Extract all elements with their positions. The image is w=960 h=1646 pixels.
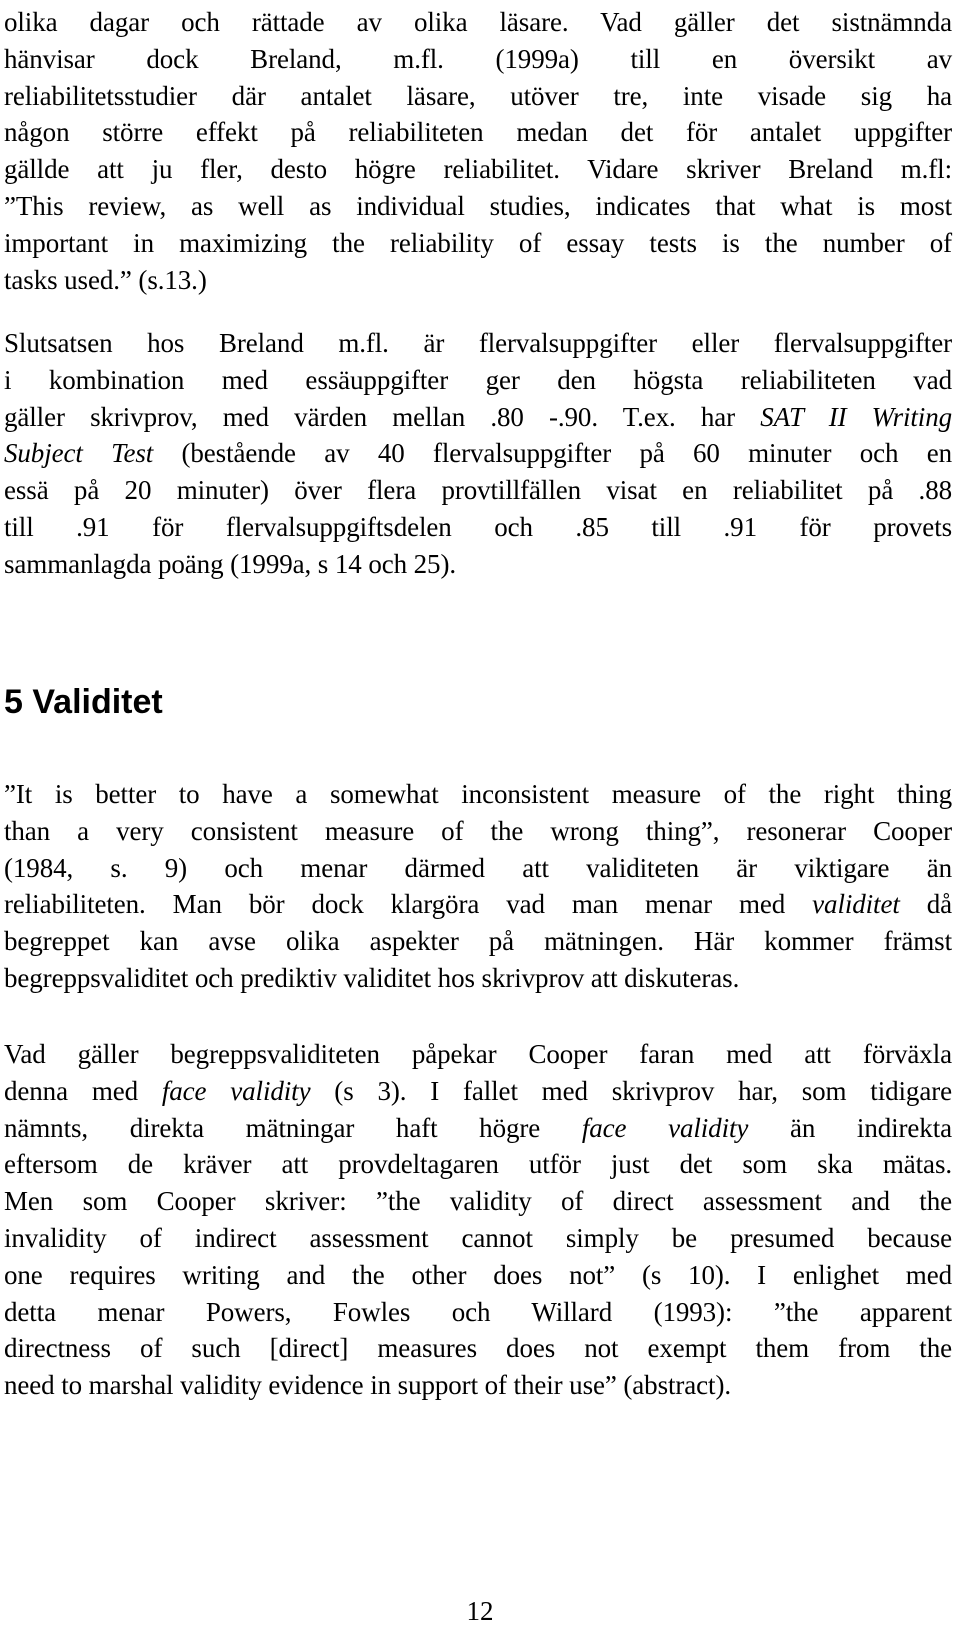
italic-title: SAT II Writing — [760, 401, 952, 432]
text-line — [4, 399, 952, 436]
text-line: Men som Cooper skriver: ”the validity of direct assessment and the — [4, 1186, 952, 1217]
text-line: essä på 20 minuter) över flera provtillfällen visat en reliabilitet på .88 — [4, 475, 952, 506]
text-line: directness of such [direct] measures does not exempt them from the — [4, 1333, 952, 1364]
text-line: begreppsvaliditet och prediktiv validitet hos skrivprov att diskuteras. — [4, 962, 740, 993]
italic-term: validitet — [812, 889, 900, 920]
text-line: ”It is better to have a somewhat inconsistent measure of the right thing — [4, 779, 952, 809]
text-run: nämnts, direkta mätningar haft högre — [4, 1112, 582, 1143]
text-line: reliabilitetsstudier där antalet läsare, utöver tre, inte visade sig ha — [4, 80, 952, 111]
text-line: important in maximizing the reliability of essay tests is the number of — [4, 227, 952, 258]
text-line: tasks used.” (s.13.) — [4, 264, 207, 295]
paragraph-breland-conclusion — [4, 325, 952, 583]
text-line: i kombination med essäuppgifter ger den högsta reliabiliteten vad — [4, 364, 952, 395]
italic-term: face validity — [161, 1075, 311, 1106]
text-line: till .91 för flervalsuppgiftsdelen och .85 till .91 för provets — [4, 511, 952, 542]
text-line: need to marshal validity evidence in support of their use” (abstract). — [4, 1370, 731, 1401]
italic-term: face validity — [581, 1112, 749, 1143]
text-line: detta menar Powers, Fowles och Willard (1993): ”the apparent — [4, 1296, 952, 1327]
text-line: eftersom de kräver att provdeltagaren utför just det som ska mätas. — [4, 1149, 952, 1180]
italic-title: Subject Test — [4, 438, 154, 469]
text-line — [4, 1073, 952, 1110]
paragraph-reliability-studies — [4, 4, 952, 298]
text-line — [4, 435, 952, 472]
text-run: gäller skrivprov, med värden mellan .80 -.90. T.ex. har — [4, 401, 761, 432]
text-line: olika dagar och rättade av olika läsare. Vad gäller det sistnämnda — [4, 7, 952, 37]
text-line: hänvisar dock Breland, m.fl. (1999a) till en översikt av — [4, 43, 952, 74]
text-run: denna med — [4, 1075, 162, 1106]
text-line: invalidity of indirect assessment cannot simply be presumed because — [4, 1222, 952, 1253]
text-run: reliabiliteten. Man bör dock klargöra vad man menar med — [4, 889, 813, 920]
text-line: någon större effekt på reliabiliteten medan det för antalet uppgifter — [4, 117, 952, 148]
text-run: (bestående av 40 flervalsuppgifter på 60 minuter och en — [153, 438, 952, 469]
text-run: än indirekta — [748, 1112, 952, 1143]
text-line: sammanlagda poäng (1999a, s 14 och 25). — [4, 548, 456, 579]
text-line: (1984, s. 9) och menar därmed att validiteten är viktigare än — [4, 852, 952, 883]
page-number: 12 — [466, 1596, 494, 1626]
text-line: Vad gäller begreppsvaliditeten påpekar Cooper faran med att förväxla — [4, 1039, 952, 1069]
text-line: one requires writing and the other does not” (s 10). I enlighet med — [4, 1259, 952, 1290]
text-run: (s 3). I fallet med skrivprov har, som tidigare — [310, 1075, 952, 1106]
text-line — [4, 1110, 952, 1147]
text-line: than a very consistent measure of the wrong thing”, resonerar Cooper — [4, 815, 952, 846]
paragraph-validity-intro — [4, 776, 952, 997]
text-line: gällde att ju fler, desto högre reliabilitet. Vidare skriver Breland m.fl: — [4, 154, 952, 185]
text-line: ”This review, as well as individual studies, indicates that what is most — [4, 190, 952, 221]
text-line: Slutsatsen hos Breland m.fl. är flervalsuppgifter eller flervalsuppgifter — [4, 328, 952, 358]
section-heading: 5 Validitet — [4, 683, 163, 721]
text-run: då — [899, 889, 952, 920]
text-line — [4, 886, 952, 923]
text-line: begreppet kan avse olika aspekter på mätningen. Här kommer främst — [4, 926, 952, 957]
paragraph-face-validity — [4, 1036, 952, 1404]
